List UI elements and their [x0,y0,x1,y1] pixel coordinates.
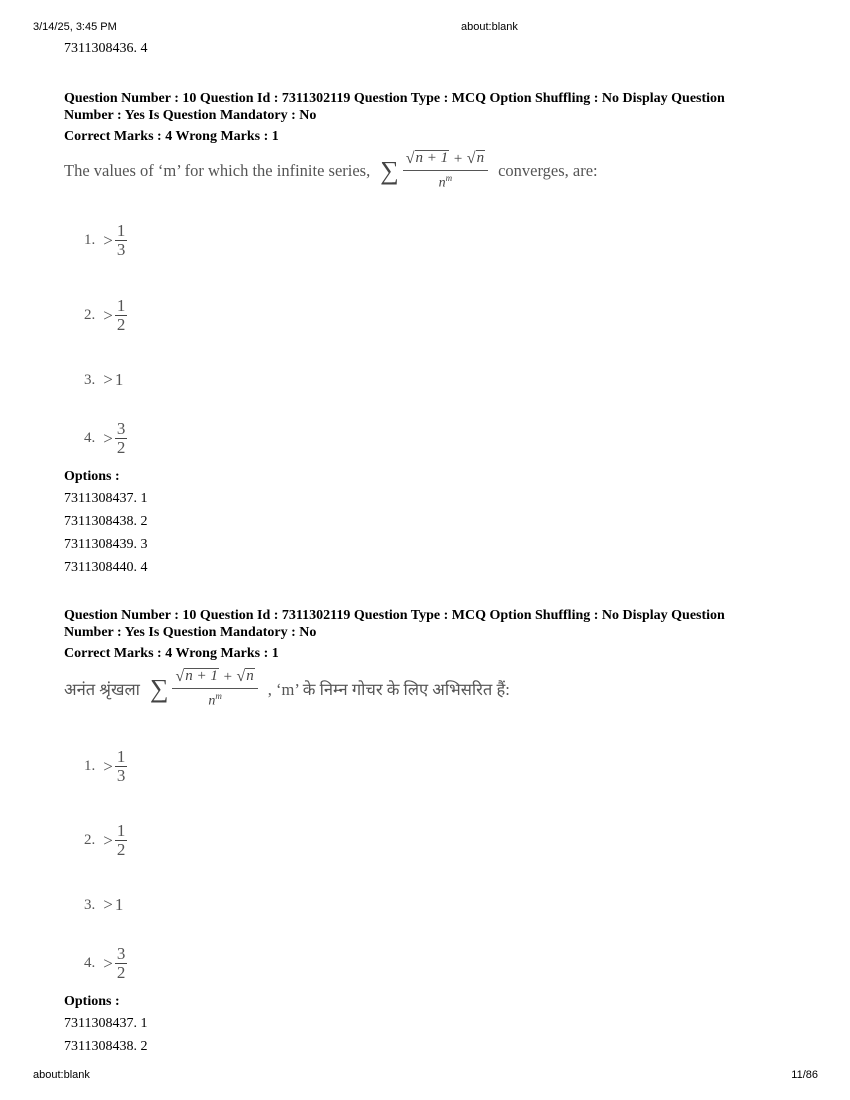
option-id-line: 7311308437. 1 [64,1016,148,1031]
choice-value: 1 [114,895,124,914]
choice-relation: > [103,230,113,250]
denominator-base: n [208,693,216,709]
choice-relation: > [103,953,113,973]
print-url: about:blank [461,21,518,33]
option-id-line: 7311308440. 4 [64,560,148,575]
denominator-base: n [438,175,446,191]
choice-value: 1 [114,370,124,389]
denominator-exponent: m [215,691,222,701]
choice-label: 1. [84,758,96,774]
choice-relation: > [103,895,113,914]
choice-numerator: 1 [116,747,126,766]
question-text-after: , ‘m’ के निम्न गोचर के लिए अभिसरित हैं: [267,680,510,700]
question-meta-line1: Question Number : 10 Question Id : 7311302119 Question Type : MCQ Option Shuffling : No Display Question [64,608,725,623]
option-id-line: 7311308438. 2 [64,1039,148,1054]
choice-relation: > [103,305,113,325]
plus-sign: + [218,669,237,685]
question-meta-line1: Question Number : 10 Question Id : 7311302119 Question Type : MCQ Option Shuffling : No Display Question [64,91,725,106]
choice-label: 3. [84,896,96,913]
choice-label: 3. [84,371,96,388]
previous-option-line: 7311308436. 4 [64,41,148,56]
question-marks: Correct Marks : 4 Wrong Marks : 1 [64,646,279,661]
sigma-symbol: ∑ [380,155,399,185]
denominator-exponent: m [445,173,453,183]
choice-numerator: 1 [116,821,126,840]
choice-2 [84,297,127,334]
plus-sign: + [449,151,467,167]
sqrt-n: n [476,150,485,166]
question-marks: Correct Marks : 4 Wrong Marks : 1 [64,129,279,144]
option-id-line: 7311308439. 3 [64,537,148,552]
question-meta-line2: Number : Yes Is Question Mandatory : No [64,625,317,640]
choice-4 [84,420,127,457]
choice-relation: > [103,428,113,448]
choice-numerator: 3 [116,419,126,438]
option-id-line: 7311308438. 2 [64,514,148,529]
sigma-symbol: ∑ [149,673,169,703]
options-title: Options : [64,469,120,484]
series-fraction: √ n + 1 + √ n $n^m$ [403,150,488,192]
choice-3 [84,895,123,915]
choice-numerator: 1 [116,221,126,240]
question-text [64,668,510,710]
choice-2 [84,822,127,859]
series-expression [150,668,258,710]
choice-1 [84,748,127,785]
print-datetime: 3/14/25, 3:45 PM [33,21,117,33]
choice-denominator: 3 [116,240,126,259]
sqrt-n-plus-1: n + 1 [415,150,449,166]
choice-denominator: 2 [116,963,126,982]
choice-label: 4. [84,955,96,971]
choice-label: 2. [84,832,96,848]
choice-denominator: 2 [116,315,126,334]
choice-numerator: 3 [116,944,126,963]
question-text-after: converges, are: [498,160,598,180]
question-text [64,150,598,192]
choice-denominator: 3 [116,766,126,785]
series-fraction: √ n + 1 + √ n $n^m$ [172,668,257,710]
choice-numerator: 1 [116,296,126,315]
sqrt-n-plus-1: n + 1 [185,668,218,684]
choice-1 [84,222,127,259]
choice-3 [84,370,123,390]
choice-relation: > [103,756,113,776]
choice-4 [84,945,127,982]
footer-url: about:blank [33,1069,90,1081]
choice-denominator: 2 [116,840,126,859]
choice-relation: > [103,370,113,389]
option-id-line: 7311308437. 1 [64,491,148,506]
page-number: 11/86 [791,1069,818,1081]
choice-denominator: 2 [116,438,126,457]
question-text-before: अनंत श्रृंखला [64,680,140,700]
choice-label: 2. [84,307,96,323]
question-meta-line2: Number : Yes Is Question Mandatory : No [64,108,317,123]
options-title: Options : [64,994,120,1009]
question-text-before: The values of ‘m’ for which the infinite series, [64,160,371,180]
sqrt-n: n [246,668,254,684]
choice-label: 1. [84,232,96,248]
series-expression [380,150,488,192]
choice-label: 4. [84,430,96,446]
choice-relation: > [103,830,113,850]
